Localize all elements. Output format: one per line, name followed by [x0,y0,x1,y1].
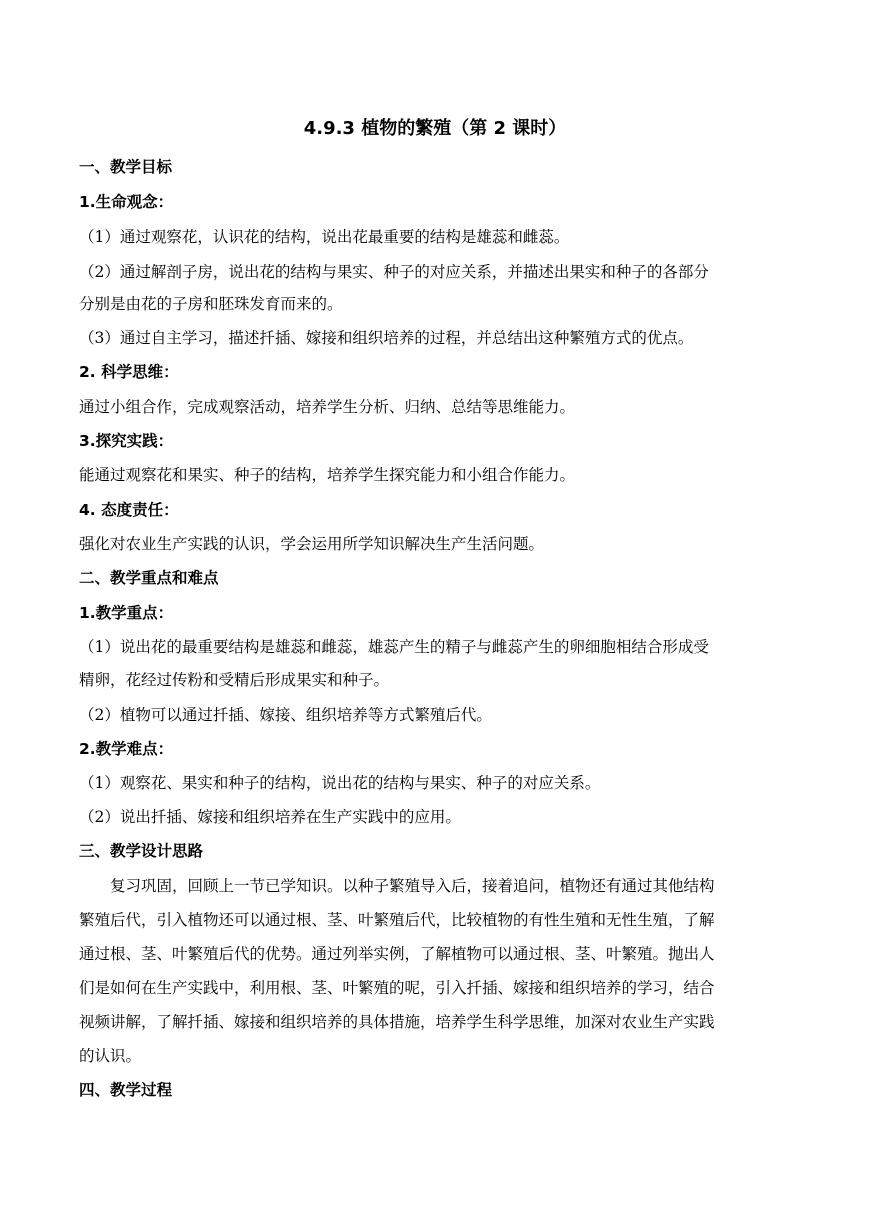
paragraph-line: （2）通过解剖子房，说出花的结构与果实、种子的对应关系，并描述出果实和种子的各部分 [79,263,709,281]
paragraph-line: 分别是由花的子房和胚珠发育而来的。 [79,295,343,313]
paragraph-line: 视频讲解，了解扦插、嫁接和组织培养的具体措施，培养学生科学思维，加深对农业生产实践 [79,1013,715,1031]
paragraph-line: 们是如何在生产实践中，利用根、茎、叶繁殖的呢，引入扦插、嫁接和组织培养的学习，结合 [79,979,715,997]
paragraph-line: （3）通过自主学习，描述扦插、嫁接和组织培养的过程，并总结出这种繁殖方式的优点。 [79,329,694,347]
paragraph-line: 复习巩固，回顾上一节已学知识。以种子繁殖导入后，接着追问，植物还有通过其他结构 [110,877,715,895]
paragraph-line: 精卵，花经过传粉和受精后形成果实和种子。 [79,671,390,689]
subheading-life-concept: 1.生命观念： [79,193,174,211]
section-heading-objectives: 一、教学目标 [79,158,173,176]
paragraph-line: 能通过观察花和果实、种子的结构，培养学生探究能力和小组合作能力。 [79,466,576,484]
subheading-attitude-responsibility: 4. 态度责任： [79,501,179,519]
paragraph-line: （1）观察花、果实和种子的结构，说出花的结构与果实、种子的对应关系。 [79,774,601,792]
paragraph-line: （1）通过观察花，认识花的结构，说出花最重要的结构是雄蕊和雌蕊。 [79,228,570,246]
document-title: 4.9.3 植物的繁殖（第 2 课时） [303,118,567,139]
section-heading-key-points: 二、教学重点和难点 [79,569,219,587]
paragraph-line: （2）植物可以通过扦插、嫁接、组织培养等方式繁殖后代。 [79,706,492,724]
paragraph-line: 通过小组合作，完成观察活动，培养学生分析、归纳、总结等思维能力。 [79,398,576,416]
section-heading-design-approach: 三、教学设计思路 [79,842,204,860]
subheading-inquiry-practice: 3.探究实践： [79,432,174,450]
paragraph-line: （1）说出花的最重要结构是雄蕊和雌蕊，雄蕊产生的精子与雌蕊产生的卵细胞相结合形成受 [79,638,709,656]
paragraph-line: （2）说出扦插、嫁接和组织培养在生产实践中的应用。 [79,808,461,826]
subheading-key-points: 1.教学重点： [79,604,174,622]
paragraph-line: 的认识。 [79,1047,142,1065]
section-heading-teaching-process: 四、教学过程 [79,1081,173,1099]
paragraph-line: 通过根、茎、叶繁殖后代的优势。通过列举实例，了解植物可以通过根、茎、叶繁殖。抛出人 [79,945,715,963]
subheading-difficulties: 2.教学难点： [79,740,174,758]
paragraph-line: 强化对农业生产实践的认识，学会运用所学知识解决生产生活问题。 [79,535,545,553]
paragraph-line: 繁殖后代，引入植物还可以通过根、茎、叶繁殖后代，比较植物的有性生殖和无性生殖，了解 [79,911,715,929]
subheading-scientific-thinking: 2. 科学思维： [79,363,179,381]
